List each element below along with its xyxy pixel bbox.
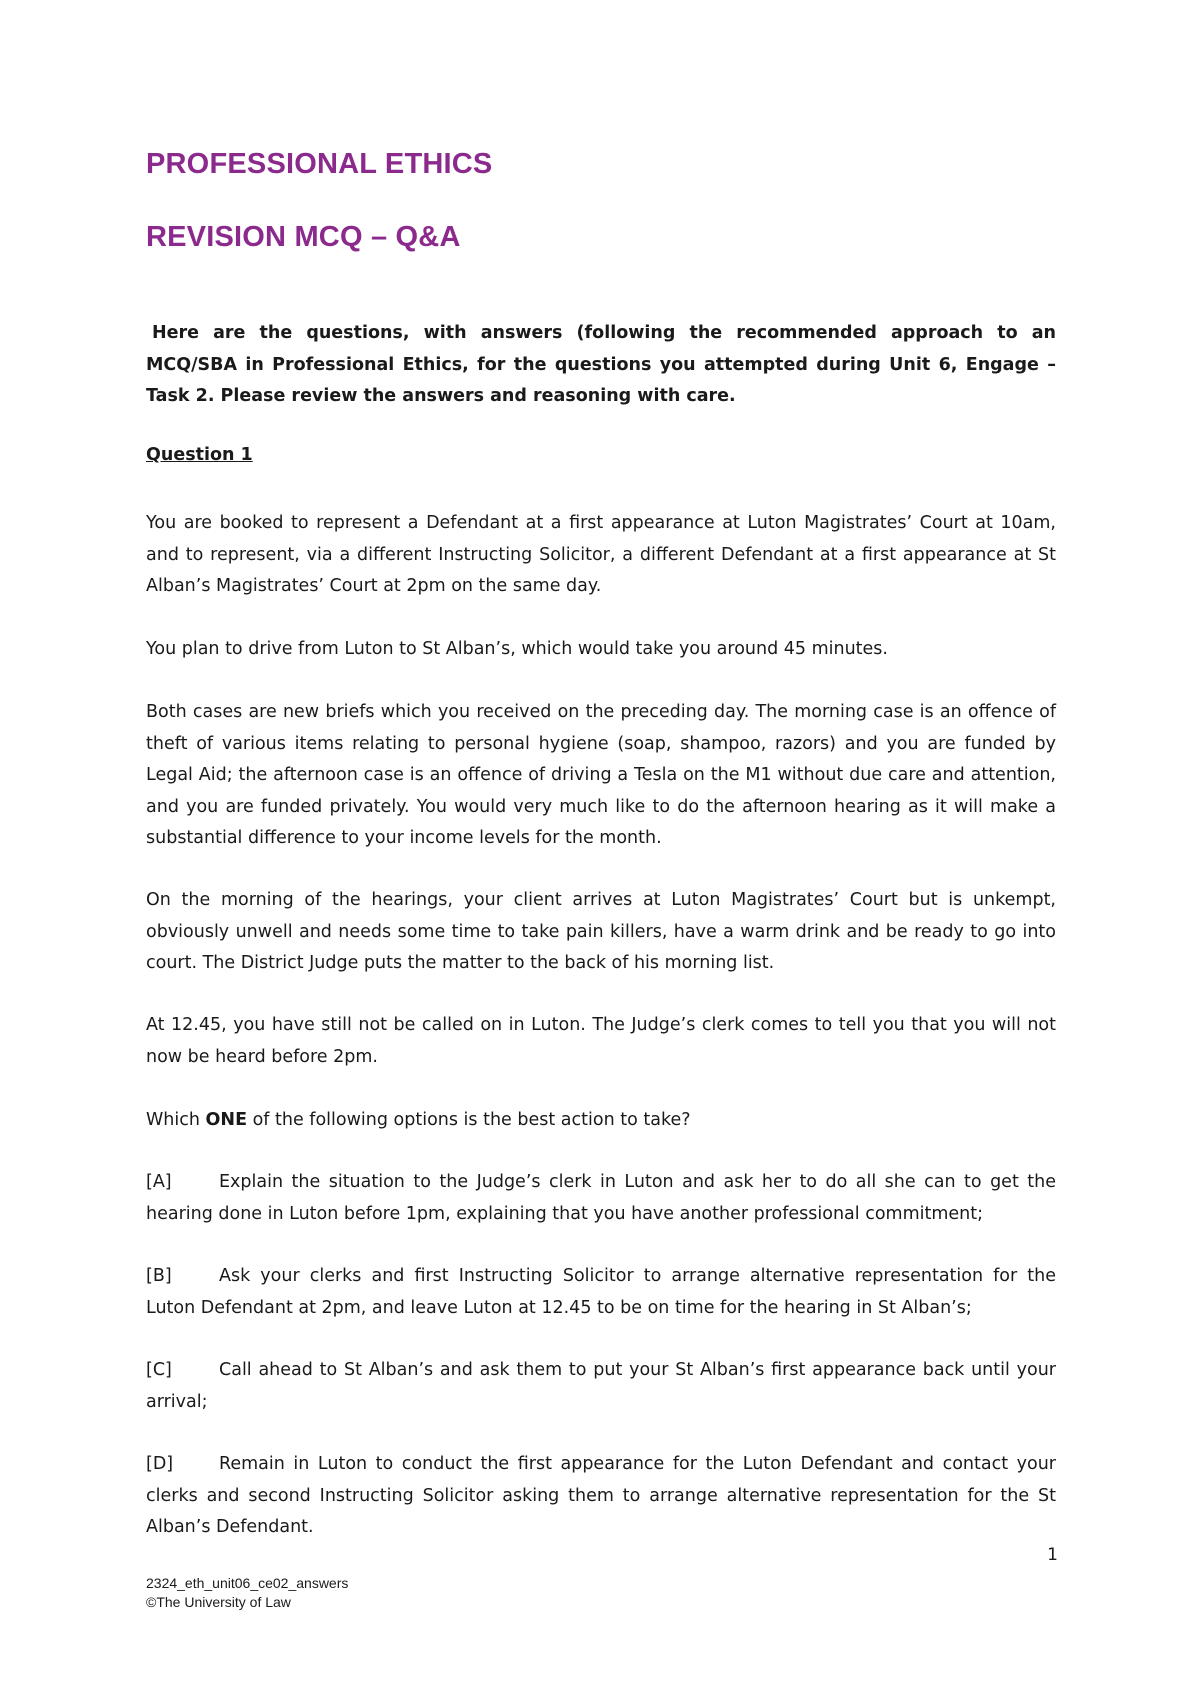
scenario-paragraph: Both cases are new briefs which you received on the preceding day. The morning case is an offence of theft of various items relating to personal hygiene (soap, shampoo, razors) and you are funded by Legal Aid; the afternoon case is an offence of driving a Tesla on the M1 without due care and attention, and you are funded privately. You would very much like to do the afternoon hearing as it will make a substantial difference to your income levels for the month. xyxy=(146,702,1056,848)
prompt-text-before: Which xyxy=(146,1110,206,1130)
prompt-text-after: of the following options is the best action to take? xyxy=(247,1110,691,1130)
document-subtitle: REVISION MCQ – Q&A xyxy=(146,221,461,253)
option-text: Explain the situation to the Judge’s clerk in Luton and ask her to do all she can to get the hearing done in Luton before 1pm, explaining that you have another professional commitment; xyxy=(146,1172,1056,1224)
option-letter: [C] xyxy=(146,1360,172,1380)
scenario-paragraph: You are booked to represent a Defendant at a first appearance at Luton Magistrates’ Court at 10am, and to represent, via a different Instructing Solicitor, a different Defendant at a first appearance at St Alban’s Magistrates’ Court at 2pm on the same day. xyxy=(146,513,1056,596)
option-letter: [A] xyxy=(146,1172,172,1192)
prompt-emphasis: ONE xyxy=(205,1110,248,1130)
intro-paragraph: Here are the questions, with answers (following the recommended approach to an MCQ/SBA in Professional Ethics, for the questions you attempted during Unit 6, Engage – Task 2. Please review the answers and reasoning with care. xyxy=(146,323,1056,406)
answer-option-b xyxy=(146,1261,1056,1324)
footer-copyright: ©The University of Law xyxy=(146,1594,291,1610)
scenario-paragraph: At 12.45, you have still not be called on in Luton. The Judge’s clerk comes to tell you that you will not now be heard before 2pm. xyxy=(146,1015,1056,1067)
option-text: Ask your clerks and first Instructing Solicitor to arrange alternative representation for the Luton Defendant at 2pm, and leave Luton at 12.45 to be on time for the hearing in St Alban’s; xyxy=(146,1266,1056,1318)
answer-option-d xyxy=(146,1449,1056,1544)
document-title: PROFESSIONAL ETHICS xyxy=(146,148,493,180)
option-letter: [D] xyxy=(146,1454,174,1474)
question-prompt xyxy=(146,1105,1056,1137)
answer-option-a xyxy=(146,1167,1056,1230)
scenario-paragraph: On the morning of the hearings, your client arrives at Luton Magistrates’ Court but is unkempt, obviously unwell and needs some time to take pain killers, have a warm drink and be ready to go into court. The District Judge puts the matter to the back of his morning list. xyxy=(146,890,1056,973)
option-letter: [B] xyxy=(146,1266,172,1286)
option-text: Call ahead to St Alban’s and ask them to put your St Alban’s first appearance back until your arrival; xyxy=(146,1360,1056,1412)
footer-document-code: 2324_eth_unit06_ce02_answers xyxy=(146,1575,349,1591)
scenario-paragraph: You plan to drive from Luton to St Alban’s, which would take you around 45 minutes. xyxy=(146,639,888,659)
answer-option-c xyxy=(146,1355,1056,1418)
page-number: 1 xyxy=(1047,1545,1058,1565)
question-heading: Question 1 xyxy=(146,445,253,465)
option-text: Remain in Luton to conduct the first appearance for the Luton Defendant and contact your clerks and second Instructing Solicitor asking them to arrange alternative representation for the St Alban’s Defendant. xyxy=(146,1454,1056,1537)
